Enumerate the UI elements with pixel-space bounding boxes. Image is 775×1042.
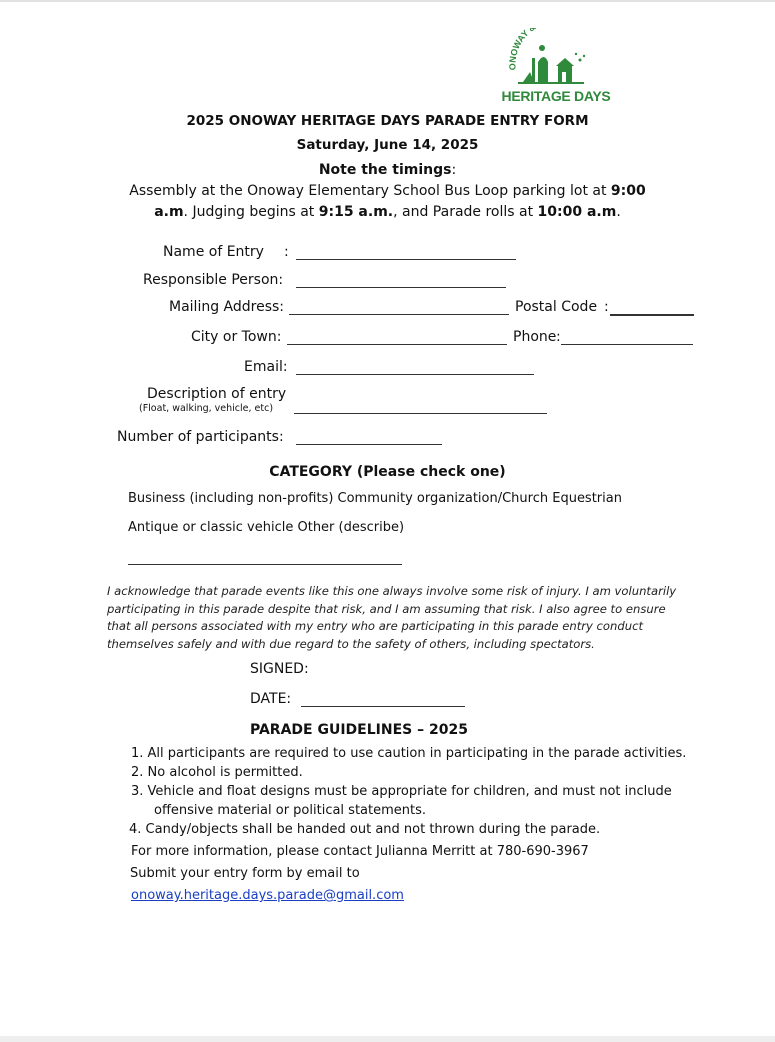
responsible-label: Responsible Person: [143,272,284,288]
city-field[interactable] [287,344,507,345]
category-options-line-1[interactable]: Business (including non-profits) Community organization/Church Equestrian [128,491,622,506]
mailing-field[interactable] [289,314,509,315]
submit-instructions: Submit your entry form by email to [130,866,360,881]
guideline-item-continued: offensive material or political statements. [154,803,427,818]
phone-colon: : [556,329,561,345]
assembly-text-2: . Judging begins at [183,204,319,220]
bottom-border [0,1036,775,1042]
participants-label: Number of participants: [117,429,284,445]
date-field[interactable] [301,706,465,707]
timings-note [0,162,775,178]
parade-time: 10:00 a.m [537,204,617,220]
email-field[interactable] [296,374,534,375]
responsible-field[interactable] [296,287,506,288]
heritage-days-logo [498,28,614,108]
guideline-item: 2. No alcohol is permitted. [131,765,303,780]
name-entry-colon: : [284,244,289,260]
acknowledgement-line: I acknowledge that parade events like this one always involve some risk of injury. I am voluntarily [107,584,677,598]
timings-note-colon: : [451,162,457,178]
guidelines-title: PARADE GUIDELINES – 2025 [250,722,468,738]
top-border [0,0,775,2]
email-label: Email: [244,359,288,375]
category-title: CATEGORY (Please check one) [269,464,506,480]
category-describe-field[interactable] [128,564,402,565]
description-sublabel: (Float, walking, vehicle, etc) [139,403,274,414]
form-title: 2025 ONOWAY HERITAGE DAYS PARADE ENTRY FORM [186,113,589,129]
assembly-text-4: . [616,204,621,220]
guideline-item: 3. Vehicle and float designs must be appropriate for children, and must not include [131,784,672,799]
city-label: City or Town: [191,329,282,345]
contact-info: For more information, please contact Julianna Merritt at 780-690-3967 [131,844,589,859]
acknowledgement-paragraph [107,583,707,653]
assembly-time-1: 9:00 [610,183,646,199]
description-label: Description of entry [147,386,287,402]
judging-time: 9:15 a.m. [318,204,394,220]
postal-colon: : [604,299,609,315]
assembly-info [0,181,775,223]
name-entry-field[interactable] [296,259,516,260]
participants-field[interactable] [296,444,442,445]
category-options-line-2[interactable]: Antique or classic vehicle Other (describe) [128,520,405,535]
postal-field[interactable] [610,314,694,316]
timings-note-label: Note the timings [318,162,452,178]
assembly-time-1b: a.m [154,204,184,220]
assembly-text-1: Assembly at the Onoway Elementary School Bus Loop parking lot at [129,183,611,199]
logo-graphic [498,28,614,90]
guideline-item: 4. Candy/objects shall be handed out and not thrown during the parade. [129,822,601,837]
phone-field[interactable] [561,344,693,345]
date-label: DATE: [250,691,292,707]
mailing-label: Mailing Address: [169,299,285,315]
acknowledgement-line: themselves safely and with due regard to the safety of others, including spectators. [107,636,595,651]
logo-name: HERITAGE DAYS [501,88,611,104]
signed-label: SIGNED: [250,661,309,677]
logo-arc-text: ONOWAY [507,28,531,71]
postal-label: Postal Code [515,299,598,315]
guideline-item: 1. All participants are required to use caution in participating in the parade activities. [131,746,687,761]
assembly-text-3: , and Parade rolls at [393,204,538,220]
acknowledgement-line: that all persons associated with my entry who are participating in this parade entry conduct [107,619,643,634]
phone-label: Phone [513,329,557,345]
description-field[interactable] [294,413,547,414]
name-entry-label: Name of Entry [163,244,264,260]
event-date: Saturday, June 14, 2025 [296,137,479,153]
acknowledgement-line: participating in this parade despite that risk, and I am assuming that risk. I also agree to ensure [107,601,666,616]
contact-email-link[interactable]: onoway.heritage.days.parade@gmail.com [131,888,404,903]
